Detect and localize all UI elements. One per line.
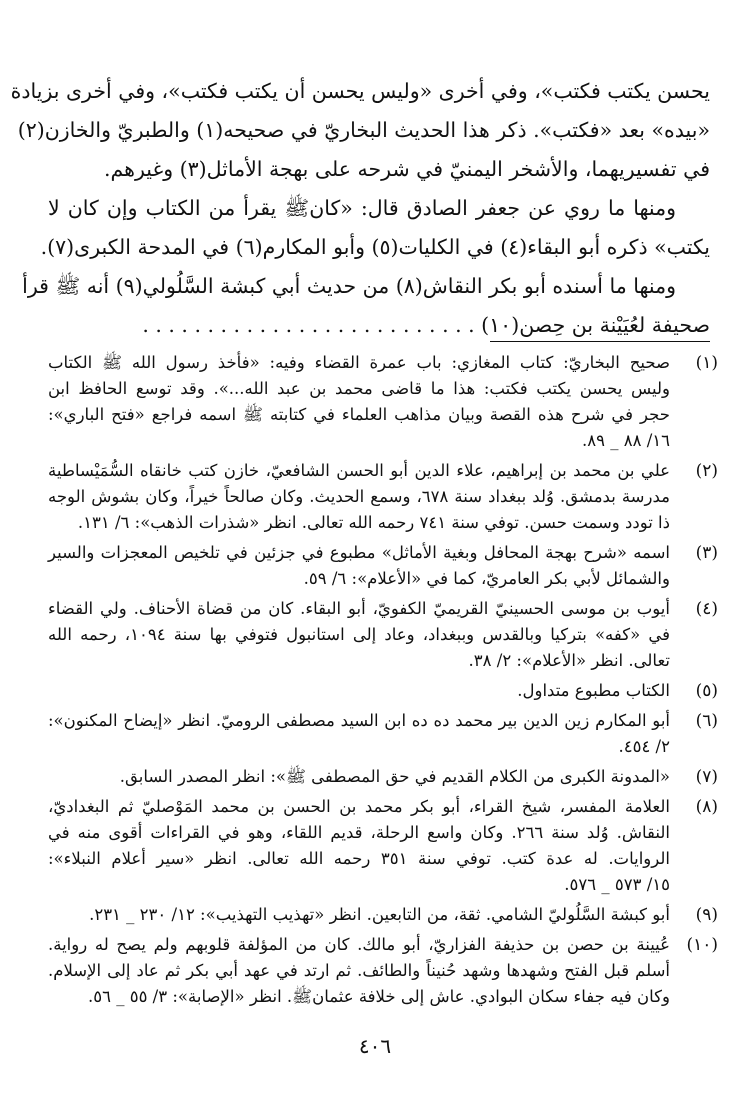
main-text-block: [10, 72, 710, 345]
footnote-line: عُيينة بن حصن بن حذيفة الفزاريّ، أبو مالك. كان من المؤلفة قلوبهم ولم يصح له رواية.: [48, 935, 670, 954]
footnote: [48, 764, 718, 790]
footnote: [48, 350, 718, 454]
footnote-line: ١٦/ ٨٨ _ ٨٩.: [581, 431, 670, 450]
footnote-number: (٤): [695, 599, 718, 619]
footnote-number: (٩): [695, 905, 718, 925]
footnote-line: وكان فيه جفاء سكان البوادي. عاش إلى خلافة عثمانﷺ. انظر «الإصابة»: ٣/ ٥٥ _ ٥٦.: [87, 987, 670, 1006]
footnote-number: (٦): [695, 711, 718, 731]
footnote-line: وليس يحسن يكتب فكتب: هذا ما قاضى محمد بن عبد الله...». وقد توسع الحافظ ابن: [48, 379, 670, 398]
footnote-separator: [490, 341, 710, 342]
footnote-line: أبو المكارم زين الدين بير محمد ده ده ابن السيد مصطفى الروميّ. انظر «إيضاح المكنون»:: [48, 711, 670, 730]
footnote-number: (٢): [695, 461, 718, 481]
footnote: [48, 678, 718, 704]
footnote-number: (٥): [695, 681, 718, 701]
footnote-line: في «كفه» بتركيا وبالقدس وببغداد، وعاد إلى استانبول فتوفي بها سنة ١٠٩٤، رحمه الله: [48, 625, 670, 644]
main-text-line: يحسن يكتب فكتب»، وفي أخرى «وليس يحسن أن يكتب فكتب»، وفي أخرى بزيادة: [10, 79, 710, 103]
footnote-line: الكتاب مطبوع متداول.: [517, 681, 670, 700]
main-text-line: ومنها ما روي عن جعفر الصادق قال: «كانﷺ يقرأ من الكتاب وإن كان لا: [48, 196, 676, 220]
footnote-line: ذا تودد وسمت حسن. توفي سنة ٧٤١ رحمه الله تعالى. انظر «شذرات الذهب»: ٦/ ١٣١.: [77, 513, 670, 532]
footnote-line: علي بن محمد بن إبراهيم، علاء الدين أبو الحسن الشافعيّ، خازن كتب خانقاه السُّمَيْساطية: [48, 461, 670, 480]
footnote-line: أبو كبشة السَّلُوليّ الشامي. ثقة، من التابعين. انظر «تهذيب التهذيب»: ١٢/ ٢٣٠ _ ٢٣١.: [89, 905, 670, 924]
footnote-line: النقاش. وُلد سنة ٢٦٦. وكان واسع الرحلة، قديم اللقاء، وهو في القراءات أقوى منه في: [48, 823, 670, 842]
footnote-number: (٨): [695, 797, 718, 817]
footnotes-block: [48, 350, 718, 1014]
footnote: [48, 794, 718, 898]
main-text-line: صحيفة لعُيَيْنة بن حِصن(١٠) . . . . . . . . . . . . . . . . . . . . . . . . . .: [142, 313, 710, 337]
footnote-number: (٧): [695, 767, 718, 787]
footnote-line: أيوب بن موسى الحسينيّ القريميّ الكفويّ، أبو البقاء. كان من قضاة الأحناف. ولي القضاء: [48, 599, 670, 618]
footnote: [48, 708, 718, 760]
footnote: [48, 902, 718, 928]
footnote-line: ١٥/ ٥٧٣ _ ٥٧٦.: [564, 875, 670, 894]
footnote-line: الروايات. له عدة كتب. توفي سنة ٣٥١ رحمه الله تعالى. انظر «سير أعلام النبلاء»:: [48, 849, 670, 868]
main-text-line: يكتب» ذكره أبو البقاء(٤) في الكليات(٥) وأبو المكارم(٦) في المدحة الكبرى(٧).: [40, 235, 710, 259]
footnote: [48, 932, 718, 1010]
footnote-line: مدرسة بدمشق. وُلد ببغداد سنة ٦٧٨، وسمع الحديث. وكان صالحاً خيراً، وكان بشوش الوجه: [48, 487, 670, 506]
footnote: [48, 596, 718, 674]
footnote-line: اسمه «شرح بهجة المحافل وبغية الأماثل» مطبوع في جزئين في تلخيص المعجزات والسير: [48, 543, 670, 562]
main-text-line: «بيده» بعد «فكتب». ذكر هذا الحديث البخاريّ في صحيحه(١) والطبريّ والخازن(٢): [17, 118, 710, 142]
main-text-line: في تفسيريهما، والأشخر اليمنيّ في شرحه على بهجة الأماثل(٣) وغيرهم.: [104, 157, 710, 181]
footnote-number: (١٠): [686, 935, 718, 955]
footnote: [48, 458, 718, 536]
footnote-line: أسلم قبل الفتح وشهدها وشهد حُنيناً والطائف. ثم ارتد في عهد أبي بكر ثم عاد إلى الإسلام.: [48, 961, 670, 980]
footnote-number: (٣): [695, 543, 718, 563]
footnote-line: صحيح البخاريّ: كتاب المغازي: باب عمرة القضاء وفيه: «فأخذ رسول الله ﷺ الكتاب: [48, 353, 670, 372]
footnote-line: والشمائل لأبي بكر العامريّ، كما في «الأعلام»: ٦/ ٥٩.: [303, 569, 670, 588]
footnote-line: ٢/ ٤٥٤.: [618, 737, 670, 756]
footnote: [48, 540, 718, 592]
footnote-number: (١): [695, 353, 718, 373]
footnote-line: «المدونة الكبرى من الكلام القديم في حق المصطفى ﷺ»: انظر المصدر السابق.: [119, 767, 670, 786]
footnote-line: العلامة المفسر، شيخ القراء، أبو بكر محمد بن الحسن بن محمد المَوْصليّ ثم البغداديّ،: [48, 797, 670, 816]
footnote-line: تعالى. انظر «الأعلام»: ٢/ ٣٨.: [468, 651, 670, 670]
footnote-line: حجر في شرح هذه القصة وبيان مذاهب العلماء في كتابته ﷺ اسمه فراجع «فتح الباري»:: [48, 405, 670, 424]
main-text-line: ومنها ما أسنده أبو بكر النقاش(٨) من حديث أبي كبشة السَّلُولي(٩) أنه ﷺ قرأ: [22, 274, 676, 298]
page-number: ٤٠٦: [358, 1034, 392, 1058]
